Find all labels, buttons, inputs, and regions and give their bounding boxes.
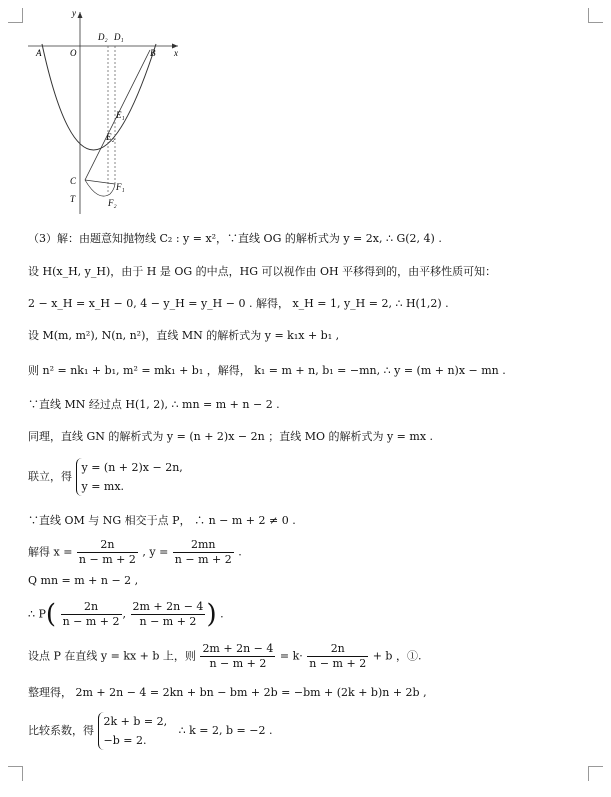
fraction-py	[131, 600, 206, 629]
left-paren: (	[45, 599, 57, 630]
label-E2: E₂	[106, 132, 115, 142]
fraction-y-denominator: n − m + 2	[174, 553, 232, 566]
label-C: C	[70, 176, 77, 186]
label-F1: F₁	[116, 182, 125, 192]
right-paren: )	[206, 599, 217, 630]
arc-cf2	[85, 180, 115, 196]
label-B: B	[150, 48, 156, 58]
fraction-lhs	[200, 642, 275, 671]
corner-mark-top-left	[8, 8, 23, 23]
line-p-mid: = k·	[279, 649, 303, 663]
fraction-lhs-denominator: n − m + 2	[209, 657, 267, 670]
solution-line-10	[28, 538, 242, 567]
solution-line-15	[28, 712, 272, 750]
fraction-x-denominator: n − m + 2	[78, 553, 136, 566]
line-p-end: + b ，①.	[372, 649, 422, 663]
equation-system-2	[98, 712, 168, 750]
system-label: 联立，得	[28, 470, 72, 483]
corner-mark-top-right	[588, 8, 603, 23]
label-T: T	[70, 194, 76, 204]
system-1-eq-1: y = (n + 2)x − 2n,	[81, 461, 183, 474]
solution-line-13	[28, 642, 421, 671]
fraction-x	[77, 538, 138, 567]
solution-line-3: 2 − x_H = x_H − 0, 4 − y_H = y_H − 0 . 解得， x_H = 1, y_H = 2, ∴ H(1,2) .	[28, 297, 449, 310]
fraction-x-numerator: 2n	[77, 538, 138, 553]
solve-end: .	[238, 545, 242, 559]
parabola-figure	[28, 6, 178, 214]
solution-line-6: ∵直线 MN 经过点 H(1, 2), ∴ mn = m + n − 2 .	[28, 398, 280, 411]
point-p-prefix: ∴ P	[28, 607, 46, 621]
fraction-py-denominator: n − m + 2	[139, 615, 197, 628]
fraction-y-numerator: 2mn	[173, 538, 234, 553]
fraction-lhs-numerator: 2m + 2n − 4	[202, 642, 274, 655]
fraction-px-numerator: 2n	[61, 600, 122, 615]
corner-mark-bottom-right	[588, 766, 603, 781]
parabola-curve	[42, 44, 156, 150]
label-y: y	[72, 8, 76, 18]
solution-line-8	[28, 458, 183, 496]
corner-mark-bottom-left	[8, 766, 23, 781]
system-2-eq-1: 2k + b = 2,	[103, 715, 168, 728]
system-1-eq-2: y = mx.	[81, 480, 125, 493]
solution-line-1: （3）解：由题意知抛物线 C₂ : y = x²，∵直线 OG 的解析式为 y = 2x, ∴ G(2, 4) .	[28, 232, 442, 245]
label-x: x	[174, 48, 178, 58]
system-2-eq-2: −b = 2.	[103, 734, 147, 747]
solve-mid: , y =	[142, 545, 169, 559]
fraction-rhs-denominator: n − m + 2	[309, 657, 367, 670]
label-A: A	[36, 48, 42, 58]
fraction-y	[173, 538, 234, 567]
fraction-px-denominator: n − m + 2	[62, 615, 120, 628]
fraction-px	[61, 600, 122, 629]
point-p-end: .	[220, 607, 224, 621]
label-E1: E₁	[116, 110, 125, 120]
solution-line-11: Q mn = m + n − 2 ,	[28, 574, 139, 587]
solution-line-9: ∵直线 OM 与 NG 相交于点 P， ∴ n − m + 2 ≠ 0 .	[28, 514, 296, 527]
equation-system-1	[76, 458, 183, 496]
fraction-rhs-numerator: 2n	[307, 642, 368, 657]
solve-prefix: 解得 x =	[28, 545, 73, 559]
compare-result: ∴ k = 2, b = −2 .	[178, 724, 273, 737]
label-F2: F₂	[108, 198, 117, 208]
fraction-rhs	[307, 642, 368, 671]
segment-cf1	[85, 180, 115, 184]
y-axis-arrow	[78, 12, 83, 18]
solution-line-4: 设 M(m, m²), N(n, n²)，直线 MN 的解析式为 y = k₁x + b₁ ,	[28, 329, 340, 342]
label-D1: D₁	[114, 32, 124, 42]
compare-label: 比较系数，得	[28, 724, 94, 737]
solution-line-5: 则 n² = nk₁ + b₁, m² = mk₁ + b₁ ，解得， k₁ = m + n, b₁ = −mn, ∴ y = (m + n)x − mn .	[28, 364, 506, 377]
solution-line-14: 整理得， 2m + 2n − 4 = 2kn + bn − bm + 2b = −bm + (2k + b)n + 2b ,	[28, 686, 427, 699]
solution-line-7: 同理，直线 GN 的解析式为 y = (n + 2)x − 2n ；直线 MO 的解析式为 y = mx .	[28, 430, 434, 443]
label-O: O	[70, 48, 77, 58]
line-p-prefix: 设点 P 在直线 y = kx + b 上，则	[28, 649, 196, 663]
solution-line-2: 设 H(x_H, y_H)，由于 H 是 OG 的中点，HG 可以视作由 OH 平移得到的，由平移性质可知：	[28, 265, 497, 278]
solution-line-12: ∴ P( $\frac{2n}{n - m + 2}$ , $\frac{2m + 2n - 4}{n - m + 2}$ ) .	[28, 599, 224, 630]
label-D2: D₂	[98, 32, 108, 42]
fraction-py-numerator: 2m + 2n − 4	[132, 600, 204, 613]
